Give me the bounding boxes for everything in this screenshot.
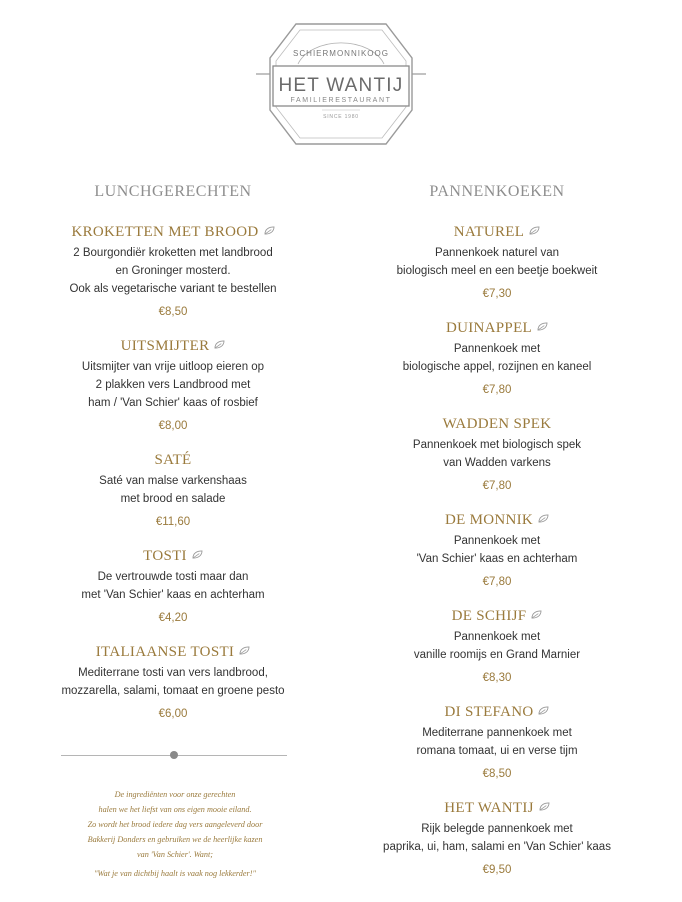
menu-item-description bbox=[23, 472, 323, 508]
menu-item bbox=[23, 336, 323, 434]
menu-item-description-line: Pannenkoek naturel van bbox=[434, 247, 560, 259]
menu-item-description-line: Pannenkoek met bbox=[453, 343, 541, 355]
menu-item-description-line: en Groninger mosterd. bbox=[115, 265, 231, 277]
menu-item bbox=[23, 642, 323, 722]
menu-item-description-line: Mediterrane pannenkoek met bbox=[422, 727, 572, 739]
menu-item-description bbox=[23, 244, 323, 298]
menu-item-description-line: biologische appel, rozijnen en kaneel bbox=[402, 361, 592, 373]
menu-item-description-line: mozzarella, salami, tomaat en groene pesto bbox=[61, 685, 285, 697]
menu-item-description bbox=[347, 628, 647, 664]
menu-item-name: TOSTI bbox=[23, 546, 323, 566]
menu-item-description-line: 2 plakken vers Landbrood met bbox=[95, 379, 251, 391]
footnote-line: van 'Van Schier'. Want; bbox=[137, 850, 213, 859]
divider-dot bbox=[170, 751, 178, 759]
menu-item-description bbox=[347, 244, 647, 280]
menu-item-description-line: Uitsmijter van vrije uitloop eieren op bbox=[81, 361, 265, 373]
restaurant-logo bbox=[256, 22, 426, 146]
vegetarian-leaf-icon bbox=[538, 706, 549, 715]
menu-item bbox=[347, 606, 647, 686]
menu-item-price: €8,50 bbox=[158, 306, 188, 318]
menu-item-price: €7,30 bbox=[482, 288, 512, 300]
menu-item-description bbox=[347, 532, 647, 568]
menu-item-price: €9,50 bbox=[482, 864, 512, 876]
menu-item-price: €11,60 bbox=[155, 516, 191, 528]
menu-item bbox=[23, 222, 323, 320]
logo-top-text: SCHIERMONNIKOOG bbox=[293, 49, 389, 58]
pancake-items bbox=[347, 222, 647, 878]
menu-item-price: €7,80 bbox=[482, 576, 512, 588]
lunch-column bbox=[23, 176, 323, 738]
lunch-title: LUNCHGERECHTEN bbox=[94, 183, 252, 200]
menu-item-price: €8,00 bbox=[158, 420, 188, 432]
menu-item-description-line: 2 Bourgondiër kroketten met landbrood bbox=[73, 247, 273, 259]
menu-item bbox=[347, 414, 647, 494]
menu-item-description bbox=[347, 340, 647, 376]
menu-item-price: €4,20 bbox=[158, 612, 188, 624]
logo-since: SINCE 1980 bbox=[323, 114, 359, 120]
menu-item-price: €8,30 bbox=[482, 672, 512, 684]
menu-item-name: DE SCHIJF bbox=[347, 606, 647, 626]
menu-item-price: €7,80 bbox=[482, 384, 512, 396]
footnote-line: Bakkerij Donders en gebruiken we de heerlijke kazen bbox=[87, 835, 263, 844]
menu-item bbox=[347, 318, 647, 398]
logo-subtitle: FAMILIERESTAURANT bbox=[290, 97, 392, 104]
menu-item-name: HET WANTIJ bbox=[347, 798, 647, 818]
menu-item bbox=[347, 702, 647, 782]
menu-item-description-line: Saté van malse varkenshaas bbox=[99, 475, 247, 487]
footnote-line: De ingrediënten voor onze gerechten bbox=[114, 790, 236, 799]
vegetarian-leaf-icon bbox=[214, 340, 225, 349]
vegetarian-leaf-icon bbox=[538, 514, 549, 523]
lunch-items bbox=[23, 222, 323, 722]
footnote-line: Zo wordt het brood iedere dag vers aangeleverd door bbox=[87, 820, 263, 829]
menu-item-name: ITALIAANSE TOSTI bbox=[23, 642, 323, 662]
menu-item bbox=[23, 546, 323, 626]
menu-item-description-line: biologisch meel en een beetje boekweit bbox=[396, 265, 598, 277]
menu-item-name: WADDEN SPEK bbox=[442, 416, 552, 432]
menu-item-description bbox=[347, 820, 647, 856]
menu-item bbox=[347, 222, 647, 302]
menu-item-description-line: 'Van Schier' kaas en achterham bbox=[416, 553, 578, 565]
menu-item-description-line: Pannenkoek met biologisch spek bbox=[412, 439, 582, 451]
vegetarian-leaf-icon bbox=[531, 610, 542, 619]
menu-item-description-line: Pannenkoek met bbox=[453, 535, 541, 547]
menu-item-name: DE MONNIK bbox=[347, 510, 647, 530]
menu-item-description bbox=[347, 724, 647, 760]
menu-item-name: SATÉ bbox=[154, 452, 192, 468]
footnote bbox=[37, 787, 313, 881]
menu-item-description bbox=[347, 436, 647, 472]
menu-item-name: DUINAPPEL bbox=[347, 318, 647, 338]
vegetarian-leaf-icon bbox=[264, 226, 275, 235]
pancakes-title: PANNENKOEKEN bbox=[429, 183, 565, 200]
menu-item-description-line: met brood en salade bbox=[120, 493, 226, 505]
footnote-line: halen we het liefst van ons eigen mooie eiland. bbox=[98, 805, 252, 814]
menu-item-description bbox=[23, 568, 323, 604]
menu-item bbox=[347, 510, 647, 590]
logo-name: HET WANTIJ bbox=[278, 75, 404, 96]
menu-item-name: DI STEFANO bbox=[347, 702, 647, 722]
vegetarian-leaf-icon bbox=[539, 802, 550, 811]
menu-item-description-line: vanille roomijs en Grand Marnier bbox=[413, 649, 581, 661]
menu-item-name: KROKETTEN MET BROOD bbox=[23, 222, 323, 242]
menu-item-description-line: Mediterrane tosti van vers landbrood, bbox=[78, 667, 268, 679]
menu-item-description-line: Ook als vegetarische variant te bestellen bbox=[69, 283, 277, 295]
menu-item-description bbox=[23, 664, 323, 700]
menu-item-description-line: met 'Van Schier' kaas en achterham bbox=[81, 589, 265, 601]
vegetarian-leaf-icon bbox=[192, 550, 203, 559]
menu-item-description-line: Pannenkoek met bbox=[453, 631, 541, 643]
menu-item-price: €7,80 bbox=[482, 480, 512, 492]
menu-item-description-line: van Wadden varkens bbox=[443, 457, 551, 469]
menu-item-description-line: romana tomaat, ui en verse tijm bbox=[416, 745, 578, 757]
menu-item-description-line: De vertrouwde tosti maar dan bbox=[97, 571, 249, 583]
menu-item bbox=[347, 798, 647, 878]
vegetarian-leaf-icon bbox=[239, 646, 250, 655]
pancakes-column bbox=[347, 176, 647, 894]
vegetarian-leaf-icon bbox=[537, 322, 548, 331]
menu-item-price: €8,50 bbox=[482, 768, 512, 780]
menu-item-description-line: Rijk belegde pannenkoek met bbox=[421, 823, 573, 835]
menu-item-name: UITSMIJTER bbox=[23, 336, 323, 356]
footnote-line: "Wat je van dichtbij haalt is vaak nog lekkerder!" bbox=[94, 869, 256, 878]
menu-item bbox=[23, 450, 323, 530]
menu-item-name: NATUREL bbox=[347, 222, 647, 242]
menu-item-description-line: paprika, ui, ham, salami en 'Van Schier' kaas bbox=[383, 841, 611, 853]
menu-item-price: €6,00 bbox=[158, 708, 188, 720]
menu-item-description-line: ham / 'Van Schier' kaas of rosbief bbox=[88, 397, 258, 409]
vegetarian-leaf-icon bbox=[529, 226, 540, 235]
menu-item-description bbox=[23, 358, 323, 412]
